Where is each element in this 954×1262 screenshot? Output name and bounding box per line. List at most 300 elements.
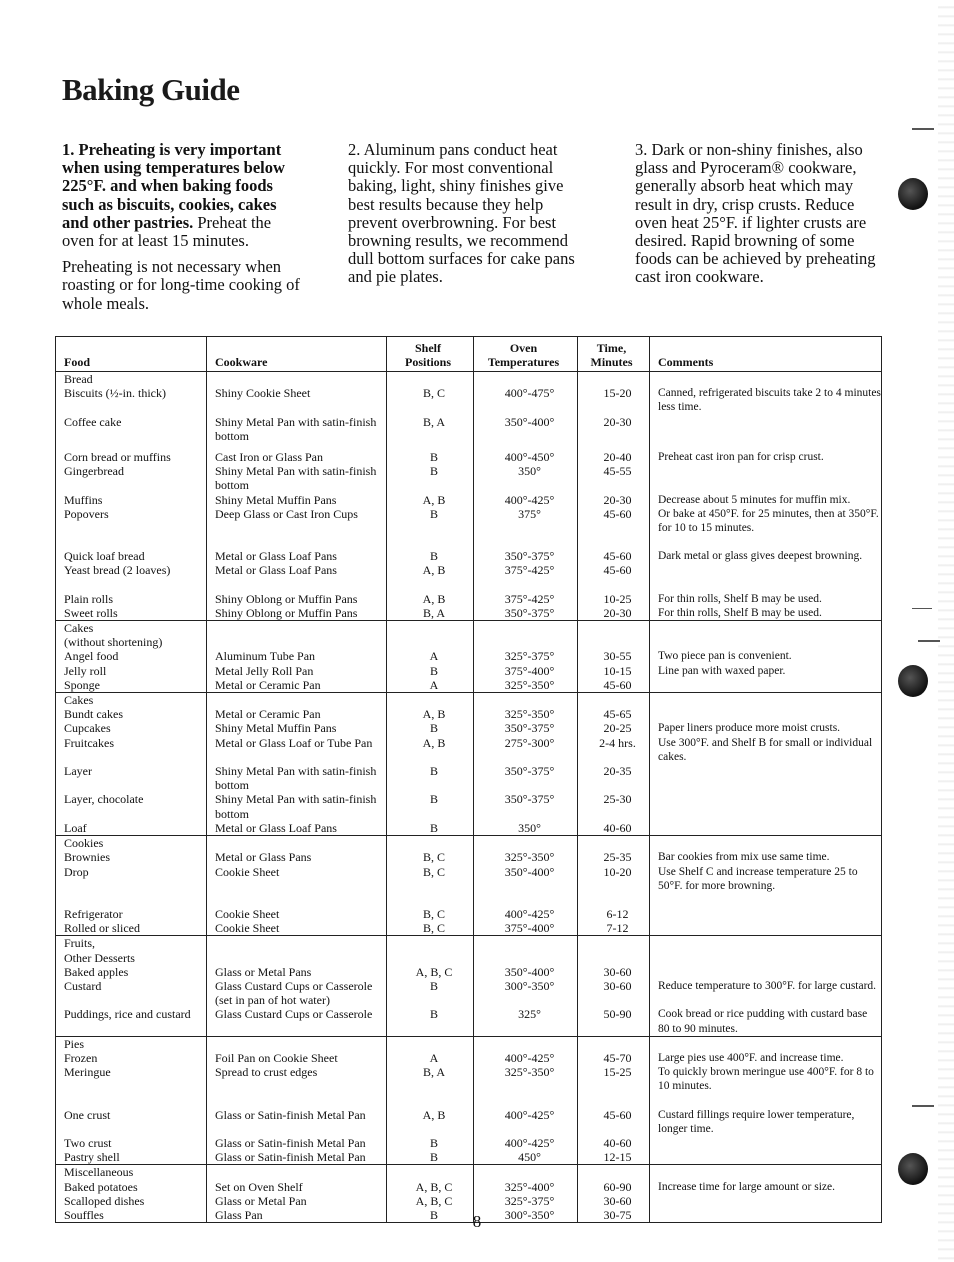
cookware-cell: Glass or Metal Pans [207,965,387,979]
table-row [56,965,882,979]
time-cell: 30-60 [578,979,650,1007]
temperature-cell: 375°-400° [474,664,578,678]
temperature-cell: 400°-425° [474,907,578,921]
cookware-cell: Glass or Satin-finish Metal Pan [207,1150,387,1165]
shelf-cell: A [387,1051,474,1065]
empty-cell [474,535,578,549]
cookware-cell: Glass Custard Cups or Casserole (set in pan of hot water) [207,979,387,1007]
comment-cell: Or bake at 450°F. for 25 minutes, then at 350°F. for 10 to 15 minutes. [650,507,882,535]
group-header-row [56,621,882,636]
shelf-cell: A, B [387,592,474,606]
time-cell: 20-40 [578,450,650,464]
comment-cell [650,563,882,577]
temperature-cell: 325°-350° [474,1065,578,1093]
shelf-cell: A [387,678,474,693]
intro-paragraph: 2. Aluminum pans conduct heat quickly. For most conventional baking, light, shiny finishes give best results because they help prevent overbrowning. For best browning results, we recommend dull bottom surfaces for cake pans and pie plates. [348,140,575,287]
empty-cell [578,693,650,708]
empty-cell [578,535,650,549]
group-title: Bread [56,372,207,387]
empty-cell [474,936,578,951]
empty-cell [474,635,578,649]
empty-cell [207,693,387,708]
time-cell: 20-30 [578,493,650,507]
table-group [56,372,882,621]
time-cell: 45-65 [578,707,650,721]
comment-cell: Use 300°F. and Shelf B for small or individual cakes. [650,736,882,764]
cookware-cell: Cookie Sheet [207,921,387,936]
table-row [56,386,882,414]
cookware-cell: Glass or Satin-finish Metal Pan [207,1108,387,1136]
cookware-cell: Cast Iron or Glass Pan [207,450,387,464]
cookware-cell: Glass Pan [207,1208,387,1223]
empty-cell [387,893,474,907]
comment-cell [650,792,882,820]
group-header-row [56,951,882,965]
shelf-cell: B [387,1150,474,1165]
group-header-row [56,1165,882,1180]
spacer-row [56,443,882,450]
table-row [56,764,882,792]
comment-cell [650,678,882,693]
table-header-row [56,337,882,372]
shelf-cell: B [387,1208,474,1223]
shelf-cell: A, B [387,493,474,507]
temperature-cell: 275°-300° [474,736,578,764]
temperature-cell: 325°-350° [474,707,578,721]
food-cell: Refrigerator [56,907,207,921]
food-cell: Jelly roll [56,664,207,678]
food-cell: One crust [56,1108,207,1136]
group-title: Cakes [56,693,207,708]
table-row [56,493,882,507]
empty-cell [207,621,387,636]
shelf-cell: B [387,1136,474,1150]
empty-cell [474,443,578,450]
empty-cell [387,936,474,951]
spacer-row [56,578,882,592]
time-cell: 30-60 [578,965,650,979]
header-temperature: Oven Temperatures [474,337,578,372]
cookware-cell: Aluminum Tube Pan [207,649,387,663]
cookware-cell: Shiny Metal Muffin Pans [207,493,387,507]
baking-guide-table [55,336,882,1223]
food-cell: Baked apples [56,965,207,979]
temperature-cell: 450° [474,1150,578,1165]
shelf-cell: A, B [387,1108,474,1136]
temperature-cell: 375°-400° [474,921,578,936]
cookware-cell: Metal or Ceramic Pan [207,678,387,693]
table-row [56,1007,882,1036]
time-cell: 7-12 [578,921,650,936]
time-cell: 45-60 [578,507,650,535]
header-cookware: Cookware [207,337,387,372]
shelf-cell: B [387,792,474,820]
group-subtitle: (without shortening) [56,635,207,649]
cookware-cell: Shiny Metal Muffin Pans [207,721,387,735]
shelf-cell: B [387,549,474,563]
time-cell: 20-30 [578,415,650,443]
temperature-cell: 350°-400° [474,965,578,979]
empty-cell [650,372,882,387]
shelf-cell: B [387,464,474,492]
comment-cell: For thin rolls, Shelf B may be used. [650,606,882,621]
table-row [56,979,882,1007]
empty-cell [650,936,882,951]
table-row [56,921,882,936]
food-cell: Baked potatoes [56,1180,207,1194]
time-cell: 12-15 [578,1150,650,1165]
time-cell: 15-20 [578,386,650,414]
table-row [56,865,882,893]
empty-cell [650,635,882,649]
time-cell: 10-25 [578,592,650,606]
empty-cell [387,635,474,649]
cookware-cell: Shiny Cookie Sheet [207,386,387,414]
food-cell: Quick loaf bread [56,549,207,563]
time-cell: 15-25 [578,1065,650,1093]
empty-cell [56,578,207,592]
empty-cell [207,1165,387,1180]
cookware-cell: Shiny Metal Pan with satin-finish bottom [207,415,387,443]
margin-mark [912,608,932,609]
shelf-cell: B, C [387,921,474,936]
empty-cell [474,1165,578,1180]
empty-cell [474,1094,578,1108]
group-title: Pies [56,1036,207,1051]
temperature-cell: 300°-350° [474,1208,578,1223]
food-cell: Angel food [56,649,207,663]
temperature-cell: 350° [474,464,578,492]
empty-cell [650,443,882,450]
comment-cell [650,1150,882,1165]
comment-cell: Line pan with waxed paper. [650,664,882,678]
time-cell: 50-90 [578,1007,650,1036]
table-row [56,1065,882,1093]
shelf-cell: B [387,764,474,792]
food-cell: Rolled or sliced [56,921,207,936]
temperature-cell: 325°-350° [474,678,578,693]
empty-cell [387,372,474,387]
time-cell: 45-60 [578,678,650,693]
time-cell: 10-20 [578,865,650,893]
empty-cell [650,621,882,636]
temperature-cell: 350°-400° [474,415,578,443]
empty-cell [650,535,882,549]
empty-cell [207,535,387,549]
empty-cell [387,951,474,965]
time-cell: 45-60 [578,1108,650,1136]
margin-mark [918,640,940,642]
empty-cell [474,621,578,636]
food-cell: Corn bread or muffins [56,450,207,464]
binder-hole-mark [898,178,928,210]
empty-cell [578,836,650,851]
empty-cell [474,693,578,708]
header-comments: Comments [650,337,882,372]
time-cell: 40-60 [578,1136,650,1150]
cookware-cell: Glass or Metal Pan [207,1194,387,1208]
empty-cell [387,693,474,708]
cookware-cell: Foil Pan on Cookie Sheet [207,1051,387,1065]
time-cell: 45-70 [578,1051,650,1065]
temperature-cell: 350°-375° [474,792,578,820]
temperature-cell: 400°-450° [474,450,578,464]
temperature-cell: 325° [474,1007,578,1036]
temperature-cell: 400°-425° [474,1108,578,1136]
shelf-cell: B [387,979,474,1007]
intro-column-1 [62,141,307,321]
cookware-cell: Cookie Sheet [207,865,387,893]
food-cell: Muffins [56,493,207,507]
cookware-cell: Metal or Glass Pans [207,850,387,864]
food-cell: Plain rolls [56,592,207,606]
shelf-cell: A, B [387,563,474,577]
group-title: Cookies [56,836,207,851]
empty-cell [650,578,882,592]
table-row [56,450,882,464]
cookware-cell: Shiny Metal Pan with satin-finish bottom [207,792,387,820]
cookware-cell: Shiny Metal Pan with satin-finish bottom [207,764,387,792]
comment-cell: Canned, refrigerated biscuits take 2 to 4 minutes less time. [650,386,882,414]
comment-cell: Large pies use 400°F. and increase time. [650,1051,882,1065]
temperature-cell: 350°-375° [474,764,578,792]
intro-paragraph-2: Preheating is not necessary when roasting or for long-time cooking of whole meals. [62,257,300,313]
empty-cell [387,836,474,851]
group-title: Fruits, [56,936,207,951]
time-cell: 25-35 [578,850,650,864]
table-group [56,621,882,693]
shelf-cell: B, A [387,1065,474,1093]
shelf-cell: A, B, C [387,1180,474,1194]
time-cell: 25-30 [578,792,650,820]
food-cell: Bundt cakes [56,707,207,721]
food-cell: Drop [56,865,207,893]
header-time: Time, Minutes [578,337,650,372]
empty-cell [578,893,650,907]
empty-cell [207,635,387,649]
comment-cell [650,965,882,979]
shelf-cell: B [387,664,474,678]
empty-cell [207,1094,387,1108]
shelf-cell: B, C [387,850,474,864]
cookware-cell: Metal or Ceramic Pan [207,707,387,721]
table-group [56,936,882,1036]
table-row [56,1136,882,1150]
table-row [56,563,882,577]
group-subtitle: Other Desserts [56,951,207,965]
empty-cell [387,621,474,636]
empty-cell [474,1036,578,1051]
comment-cell: Preheat cast iron pan for crisp crust. [650,450,882,464]
table-row [56,592,882,606]
intro-column-3 [635,141,885,295]
empty-cell [578,1036,650,1051]
food-cell: Sponge [56,678,207,693]
table-row [56,1194,882,1208]
food-cell: Cupcakes [56,721,207,735]
shelf-cell: B, C [387,907,474,921]
table-row [56,1180,882,1194]
shelf-cell: B [387,821,474,836]
comment-cell: To quickly brown meringue use 400°F. for 8 to 10 minutes. [650,1065,882,1093]
comment-cell: Increase time for large amount or size. [650,1180,882,1194]
temperature-cell: 375°-425° [474,563,578,577]
cookware-cell: Metal or Glass Loaf or Tube Pan [207,736,387,764]
table-row [56,1108,882,1136]
shelf-cell: A, B, C [387,965,474,979]
comment-cell [650,764,882,792]
empty-cell [578,635,650,649]
temperature-cell: 375° [474,507,578,535]
group-header-row [56,1036,882,1051]
temperature-cell: 350° [474,821,578,836]
table-row [56,415,882,443]
cookware-cell: Shiny Metal Pan with satin-finish bottom [207,464,387,492]
empty-cell [578,372,650,387]
table-group [56,1036,882,1165]
temperature-cell: 375°-425° [474,592,578,606]
food-cell: Layer, chocolate [56,792,207,820]
temperature-cell: 400°-425° [474,1051,578,1065]
comment-cell [650,464,882,492]
empty-cell [650,1094,882,1108]
margin-mark [912,128,934,130]
time-cell: 60-90 [578,1180,650,1194]
food-cell: Brownies [56,850,207,864]
table-row [56,736,882,764]
spacer-row [56,1094,882,1108]
temperature-cell: 400°-425° [474,1136,578,1150]
time-cell: 30-60 [578,1194,650,1208]
table-row [56,821,882,836]
binder-hole-mark [898,1153,928,1185]
food-cell: Popovers [56,507,207,535]
table-row [56,678,882,693]
comment-cell [650,707,882,721]
empty-cell [474,951,578,965]
table-row [56,707,882,721]
empty-cell [578,951,650,965]
empty-cell [56,443,207,450]
shelf-cell: B [387,450,474,464]
time-cell: 45-55 [578,464,650,492]
empty-cell [207,1036,387,1051]
spacer-row [56,535,882,549]
empty-cell [387,1036,474,1051]
temperature-cell: 350°-375° [474,721,578,735]
table-row [56,850,882,864]
food-cell: Gingerbread [56,464,207,492]
food-cell: Meringue [56,1065,207,1093]
cookware-cell: Metal or Glass Loaf Pans [207,821,387,836]
empty-cell [387,578,474,592]
time-cell: 30-55 [578,649,650,663]
time-cell: 10-15 [578,664,650,678]
time-cell: 45-60 [578,549,650,563]
shelf-cell: B [387,1007,474,1036]
empty-cell [207,936,387,951]
table-row [56,1150,882,1165]
table-row [56,664,882,678]
intro-bold-text: 1. Preheating is very important when using temperatures below 225°F. and when baking foods such as biscuits, cookies, cakes and other pastries. [62,140,285,232]
comment-cell: Paper liners produce more moist crusts. [650,721,882,735]
time-cell: 20-30 [578,606,650,621]
empty-cell [387,1094,474,1108]
time-cell: 6-12 [578,907,650,921]
shelf-cell: B, C [387,386,474,414]
group-header-row [56,372,882,387]
food-cell: Layer [56,764,207,792]
comment-cell: Cook bread or rice pudding with custard base 80 to 90 minutes. [650,1007,882,1036]
empty-cell [578,1094,650,1108]
table-row [56,649,882,663]
comment-cell: For thin rolls, Shelf B may be used. [650,592,882,606]
comment-cell [650,1136,882,1150]
time-cell: 30-75 [578,1208,650,1223]
empty-cell [207,372,387,387]
spacer-row [56,893,882,907]
cookware-cell: Deep Glass or Cast Iron Cups [207,507,387,535]
shelf-cell: A, B [387,707,474,721]
intro-text: Preheat the oven for at least 15 minutes. [62,212,272,251]
empty-cell [578,936,650,951]
empty-cell [207,951,387,965]
comment-cell: Custard fillings require lower temperature, longer time. [650,1108,882,1136]
empty-cell [474,836,578,851]
table-row [56,549,882,563]
empty-cell [207,836,387,851]
shelf-cell: A, B, C [387,1194,474,1208]
temperature-cell: 400°-475° [474,386,578,414]
table-row [56,606,882,621]
group-header-row [56,836,882,851]
cookware-cell: Shiny Oblong or Muffin Pans [207,606,387,621]
cookware-cell: Spread to crust edges [207,1065,387,1093]
temperature-cell: 350°-375° [474,606,578,621]
food-cell: Scalloped dishes [56,1194,207,1208]
group-title: Cakes [56,621,207,636]
empty-cell [578,443,650,450]
comment-cell: Bar cookies from mix use same time. [650,850,882,864]
empty-cell [650,893,882,907]
empty-cell [207,893,387,907]
empty-cell [474,893,578,907]
food-cell: Fruitcakes [56,736,207,764]
comment-cell: Dark metal or glass gives deepest browning. [650,549,882,563]
shelf-cell: A [387,649,474,663]
cookware-cell: Metal Jelly Roll Pan [207,664,387,678]
temperature-cell: 350°-375° [474,549,578,563]
food-cell: Loaf [56,821,207,836]
cookware-cell: Set on Oven Shelf [207,1180,387,1194]
binder-hole-mark [898,665,928,697]
food-cell: Souffles [56,1208,207,1223]
temperature-cell: 325°-400° [474,1180,578,1194]
table-row [56,792,882,820]
comment-cell: Reduce temperature to 300°F. for large custard. [650,979,882,1007]
temperature-cell: 325°-375° [474,649,578,663]
shelf-cell: B [387,721,474,735]
comment-cell: Use Shelf C and increase temperature 25 to 50°F. for more browning. [650,865,882,893]
shelf-cell: B [387,507,474,535]
empty-cell [650,693,882,708]
empty-cell [578,578,650,592]
empty-cell [56,535,207,549]
cookware-cell: Glass Custard Cups or Casserole [207,1007,387,1036]
header-food: Food [56,337,207,372]
comment-cell [650,415,882,443]
food-cell: Frozen [56,1051,207,1065]
